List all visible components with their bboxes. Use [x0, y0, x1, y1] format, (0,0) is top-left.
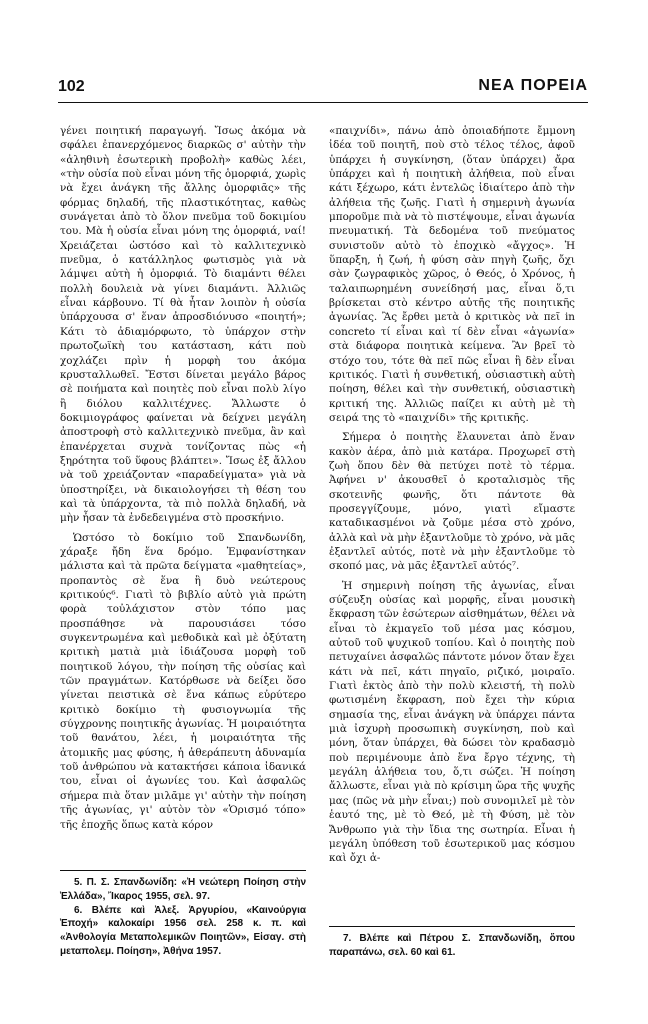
- left-column: [60, 124, 306, 832]
- footnote-5: 5. Π. Σ. Σπανδωνίδη: «Ἡ νεώτερη Ποίηση στὴν Ἑλλάδα», Ἴκαρος 1955, σελ. 97.: [60, 877, 306, 902]
- paragraph: «παιχνίδι», πάνω ἀπὸ ὁποιαδήποτε ἔμμονη ἰδέα τοῦ ποιητῆ, ποὺ στὸ τέλος τέλος, ἀφοῦ ὑπάρχει ἡ συγκίνηση, (ὅταν ὑπάρχει) ἄρα ὑπάρχει καὶ ἡ ποιητικὴ ἀλήθεια, ποὺ εἶναι κάτι ξέχωρο, κάτι ἐντελῶς ἰδιαίτερο ἀπὸ τὴν ἀλήθεια τῆς ζωῆς. Γιατὶ ἡ σημερινὴ ἀγωνία μποροῦμε πιὰ νὰ τὸ πιστέψουμε, εἶναι ἀγωνία πνευματική. Τὰ δεδομένα τοῦ πνεύματος συνιστοῦν αὐτὸ τὸ ἐποχικὸ «ἄγχος». Ἡ ὕπαρξη, ἡ ζωή, ἡ φύση σὰν πηγὴ ζωῆς, ὄχι σὰν ζωγραφικὸς χῶρος, ὁ Θεός, ὁ Χρόνος, ἡ ταλαιπωρημένη συνείδησή μας, εἶναι ὅ,τι βρίσκεται στὸ κέντρο αὐτῆς τῆς ποιητικῆς ἀγωνίας. Ἂς ἔρθει μετὰ ὁ κριτικὸς νὰ πεῖ in concreto τί εἶναι καὶ τί δὲν εἶναι «ἀγωνία» στὰ διάφορα ποιητικὰ κείμενα. Ἂν βρεῖ τὸ στόχο του, τότε θὰ πεῖ πῶς εἶναι ἢ δὲν εἶναι κριτικός. Γιατὶ ἡ συνθετική, οὐσιαστικὴ αὐτὴ ποίηση, θέλει καὶ τὴν συνθετική, οὐσιαστικὴ κριτική της. Ἀλλιῶς παίζει κι αὐτὴ μὲ τὴ σειρά της τὸ «παιχνίδι» τῆς κριτικῆς.: [329, 125, 575, 424]
- paragraph: Σήμερα ὁ ποιητὴς ἔλαυνεται ἀπὸ ἕναν κακὸν ἀέρα, ἀπὸ μιὰ κατάρα. Προχωρεῖ στὴ ζωὴ ὅπου δὲν θὰ πετύχει ποτὲ τὸ τέρμα. Ἀφήνει ν' ἀκουσθεῖ ὁ κροταλισμὸς τῆς σκοτεινῆς φωνῆς, ὅτι πάντοτε θὰ προσεγγίζουμε, μόνο, γιατὶ εἴμαστε καταδικασμένοι νὰ ζοῦμε μέσα στὸ χρόνο, ἀλλὰ καὶ νὰ μὴν ἐξαντλοῦμε τὸ χρόνο, νὰ μᾶς ἐξαντλεῖ αὐτός, ποτὲ νὰ μὴν ἐξαντλοῦμε τὸ σκοπό μας, νὰ μᾶς ἐξαντλεῖ αὐτός⁷.: [329, 431, 575, 573]
- footnote-7: 7. Βλέπε καὶ Πέτρου Σ. Σπανδωνίδη, ὅπου παραπάνω, σελ. 60 καὶ 61.: [329, 933, 575, 958]
- paragraph: γένει ποιητική παραγωγή. Ἴσως ἀκόμα νὰ σφάλει ἐπανερχόμενος διαρκῶς σ' αὐτὴν τὴν «ἀληθινὴ ἐσωτερικὴ προβολὴ» καθὼς λέει, «τὴν οὐσία ποὺ εἶναι μόνη τῆς ὁμορφιά, χωρὶς νὰ ἔχει ἀνάγκη τῆς ἄλλης ὁμορφιᾶς» τῆς φόρμας δηλαδή, τῆς πλαστικότητας, καθὼς συνάγεται ἀπὸ τὸ ὅλον πνεῦμα τοῦ δοκιμίου του. Μὰ ἡ οὐσία εἶναι μόνη της ὁμορφιά, ναί! Χρειάζεται ὡστόσο καὶ τὸ καλλιτεχνικὸ πνεῦμα, ὁ κατάλληλος φωτισμὸς γιὰ νὰ λάμψει αὐτὴ ἡ ὁμορφιά. Τὸ διαμάντι θέλει πολλὴ δουλειὰ νὰ γίνει διαμάντι. Ἀλλιῶς εἶναι κάρβουνο. Τί θὰ ἦταν λοιπὸν ἡ οὐσία ὑπάρχουσα σ' ἕναν ἀπροσδιόνυσο «ποιητή»; Κάτι τὸ ἀδιαμόρφωτο, τὸ ὑπάρχον στὴν πρωτοζωϊκὴ του κατάσταση, κάτι ποὺ χοχλάζει πρὶν ἡ μορφὴ του ἀκόμα κρυσταλλωθεῖ. Ἔστσι δίνεται μεγάλο βάρος σὲ ποιήματα καὶ ποιητὲς ποὺ εἶναι πολὺ λίγο ἢ διόλου καλλιτέχνες. Ἄλλωστε ὁ δοκιμιογράφος φαίνεται νὰ δείχνει μεγάλη ἀποστροφὴ στὸ καλλιτεχνικὸ πνεῦμα, ἂν καὶ ἐπανέρχεται συχνὰ τονίζοντας πὼς «ἡ ξηρότητα τοῦ ὕφους βλάπτει». Ἴσως ἐξ ἄλλου νὰ τοῦ χρειάζονταν «παραδείγματα» γιὰ νὰ ὑποστηρίξει, νὰ δικαιολογήσει τὴ θέση του καὶ τὰ ὑπάρχοντα, τὰ πιὸ πολλὰ δηλαδή, νὰ μὴν ἦσαν τὰ ἐνδεδειγμένα στὸ προσκήνιο.: [60, 125, 306, 525]
- page-header: [58, 74, 588, 103]
- right-column: [329, 124, 575, 866]
- paragraph: Ὡστόσο τὸ δοκίμιο τοῦ Σπανδωνίδη, χάραξε ἤδη ἕνα δρόμο. Ἐμφανίστηκαν μάλιστα καὶ τὰ πρῶτα δείγματα «μαθητείας», προπαντὸς σὲ ἕνα ἢ δυὸ νεώτερους κριτικούς⁶. Γιατὶ τὸ βιβλίο αὐτὸ γιὰ πρώτη φορὰ τοὐλάχιστον στὸν τόπο μας προσπάθησε νὰ παρουσιάσει τόσο συγκεντρωμένα καὶ μεθοδικὰ καὶ μὲ ὀξύτατη κριτικὴ ματιὰ μιὰ ἰδιάζουσα μορφὴ τοῦ ποιητικοῦ λόγου, τὴν ποίηση τῆς οὐσίας καὶ τῶν πραγμάτων. Κατόρθωσε νὰ δείξει ὅσο γίνεται πειστικὰ σὲ ἕνα κάπως εὐρύτερο κριτικὸ δοκίμιο τὴ φυσιογνωμία τῆς σύγχρονης ποιητικῆς ἀγωνίας. Ἡ μοιραιότητα τοῦ θανάτου, λέει, ἡ μοιραιότητα τῆς ἀτομικῆς μας φύσης, ἡ ἀθεράπευτη ἀδυναμία τοῦ ἀνθρώπου νὰ κατακτήσει κάποια ἰδανικά του, εἶναι οἱ ἀγωνίες του. Καὶ ἀσφαλῶς σήμερα πιὰ ὅταν μιλᾶμε γι' αὐτὴν τὴν ποίηση τῆς ἀγωνίας, γι' αὐτὸν τὸν «Ὁρισμό τόπο» τῆς ἐποχῆς ὅπως κατὰ κόρον: [60, 531, 306, 831]
- page-number: 102: [58, 78, 85, 95]
- footnotes-right: [329, 926, 575, 960]
- footnotes-left: [60, 870, 306, 959]
- running-title: ΝΕΑ ΠΟΡΕΙΑ: [478, 77, 588, 94]
- paragraph: Ἡ σημερινὴ ποίηση τῆς ἀγωνίας, εἶναι σύζευξη οὐσίας καὶ μορφῆς, εἶναι μουσικὴ ἔκφραση τῶν ἐσώτερων αἰσθημάτων, θέλει νὰ εἶναι τὸ ἐκμαγεῖο τοῦ μέσα μας κόσμου, αὐτοῦ τοῦ ψυχικοῦ τοπίου. Καὶ ὁ ποιητὴς ποὺ πετυχαίνει ἀσφαλῶς πάντοτε μόνον ὅταν ἔχει κάτι νὰ πεῖ, κάτι πηγαῖο, ριζικό, μοιραῖο. Γιατὶ ἐκτὸς ἀπὸ τὴν πολὺ κλειστή, τὴ πολὺ φωτισμένη ἔκφραση, ποὺ ἔχει τὴν κύρια σημασία της, εἶναι ἀνάγκη νὰ ὑπάρχει πάντα μιὰ ἰσχυρὴ προσωπικὴ συγκίνηση, ποὺ καὶ μόνη, ὅταν ὑπάρχει, θὰ δώσει τὸν κραδασμὸ ποὺ περιμένουμε ἀπὸ ἕνα ἔργο τέχνης, τὴ μεγάλη ἀλήθεια του, ὅ,τι σώζει. Ἡ ποίηση ἄλλωστε, εἶναι γιὰ πὸ κρίσιμη ὥρα τῆς ψυχῆς μας (πῶς νὰ μὴν εἶναι;) ποὺ συνομιλεῖ μὲ τὸν ἑαυτό της, μὲ τὸ Θεό, μὲ τὴ Φύση, μὲ τὸν Ἄνθρωπο γιὰ τὴν ἴδια της σωτηρία. Εἶναι ἡ μεγάλη ὑπόθεση τοῦ ἐσωτερικοῦ μας κόσμου καὶ ὄχι ἁ-: [329, 579, 575, 865]
- footnote-6: 6. Βλέπε καὶ Ἀλεξ. Ἀργυρίου, «Καινούργια Ἐποχή» καλοκαίρι 1956 σελ. 258 κ. π. καὶ «Ἀνθολογία Μεταπολεμικῶν Ποιητῶν», Εἰσαγ. στὴ μεταπολεμ. Ποίηση», Ἀθήνα 1957.: [60, 904, 306, 957]
